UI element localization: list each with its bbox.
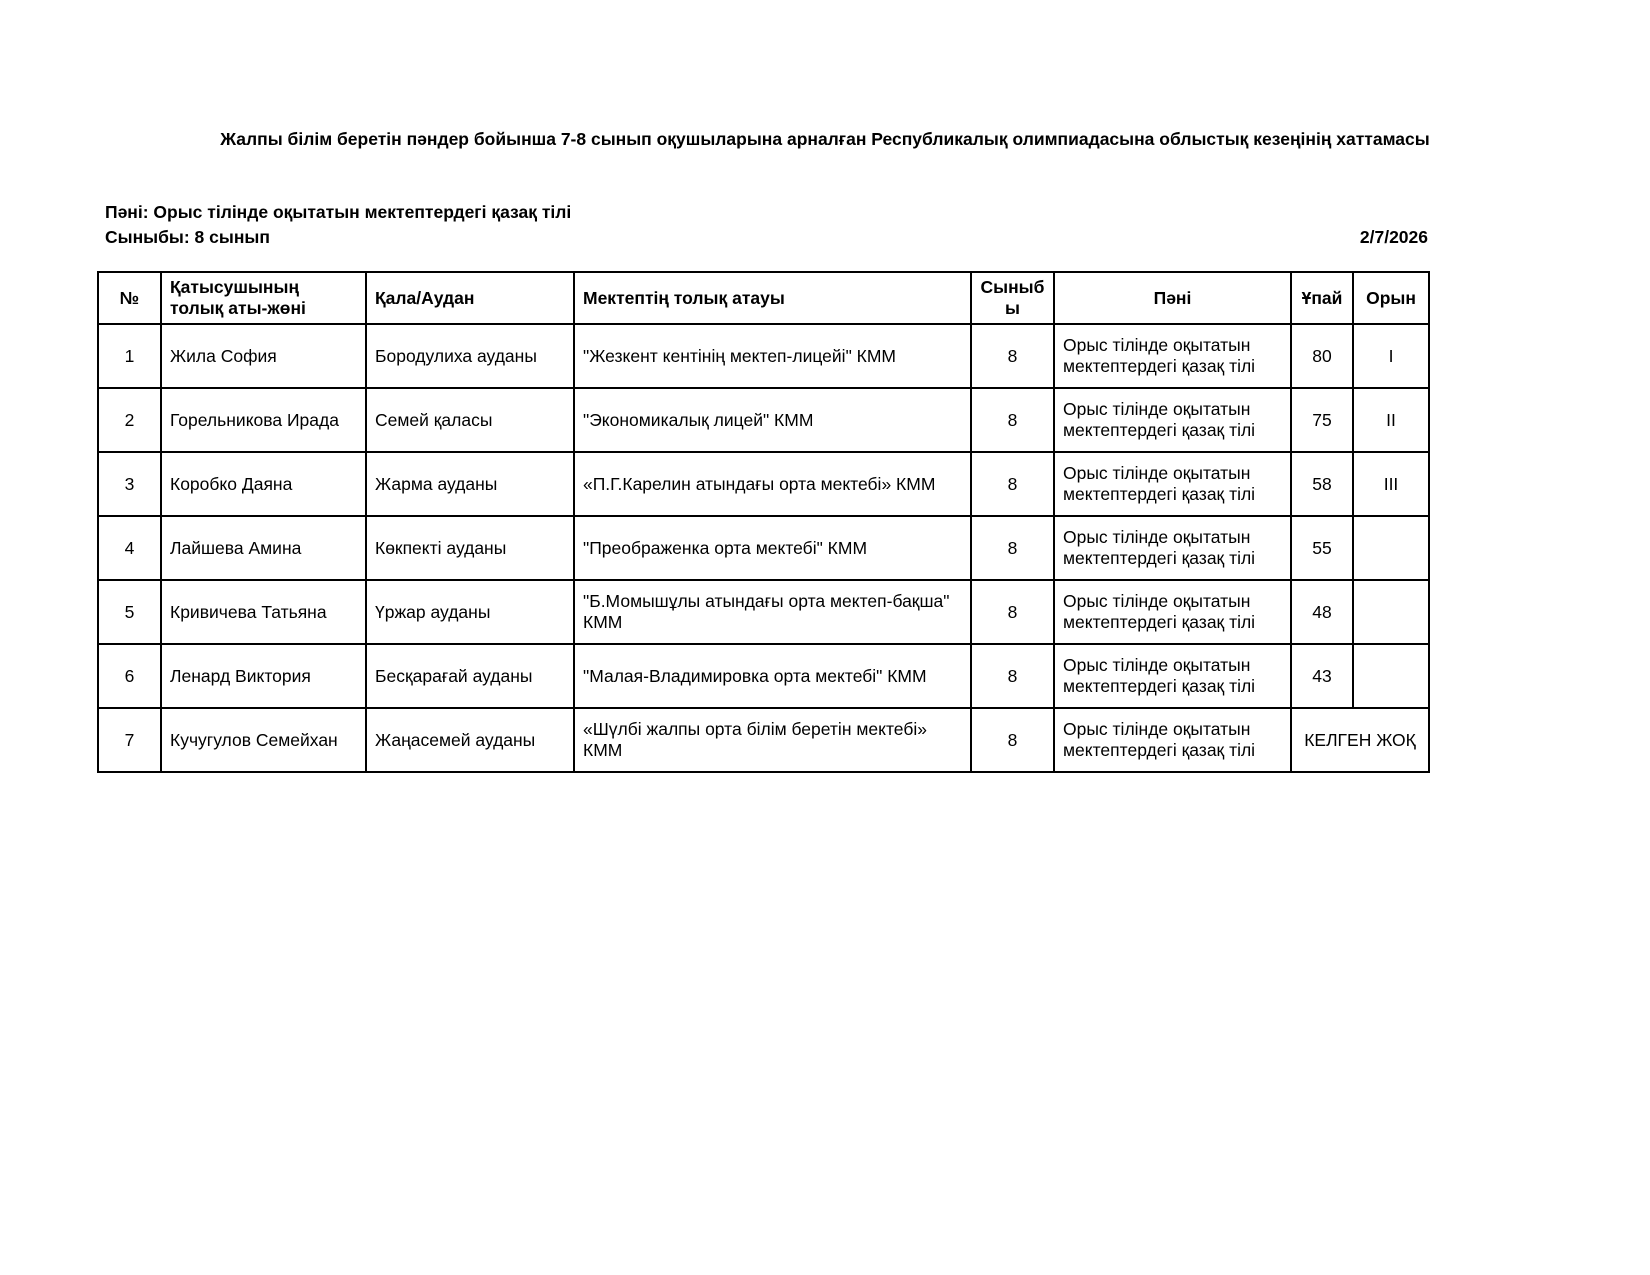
subject-line: Пәні: Орыс тілінде оқытатын мектептердегі қазақ тілі (105, 202, 572, 222)
cell-subject: Орыс тілінде оқытатын мектептердегі қазақ тілі (1054, 388, 1291, 452)
cell-no: 2 (98, 388, 161, 452)
header-place: Орын (1353, 272, 1429, 324)
cell-city-district: Көкпекті ауданы (366, 516, 574, 580)
table-row (98, 452, 1429, 516)
cell-no: 4 (98, 516, 161, 580)
table-row (98, 708, 1429, 772)
header-subject: Пәні (1054, 272, 1291, 324)
protocol-date: 2/7/2026 (1359, 227, 1428, 247)
table-row (98, 516, 1429, 580)
cell-subject: Орыс тілінде оқытатын мектептердегі қазақ тілі (1054, 644, 1291, 708)
table-row (98, 324, 1429, 388)
cell-place: II (1353, 388, 1429, 452)
cell-school-name: «Шүлбі жалпы орта білім беретін мектебі» КММ (574, 708, 971, 772)
cell-city-district: Бесқарағай ауданы (366, 644, 574, 708)
results-table (97, 271, 1430, 773)
cell-score: 58 (1291, 452, 1353, 516)
cell-grade: 8 (971, 644, 1054, 708)
header-city-district: Қала/Аудан (366, 272, 574, 324)
cell-score: 55 (1291, 516, 1353, 580)
cell-grade: 8 (971, 516, 1054, 580)
table-row (98, 388, 1429, 452)
cell-participant-name: Кучугулов Семейхан (161, 708, 366, 772)
cell-school-name: "Малая-Владимировка орта мектебі" КММ (574, 644, 971, 708)
cell-place (1353, 580, 1429, 644)
class-line: Сыныбы: 8 сынып (105, 227, 270, 247)
cell-city-district: Жаңасемей ауданы (366, 708, 574, 772)
header-grade: Сыныбы (971, 272, 1054, 324)
cell-score: 80 (1291, 324, 1353, 388)
cell-no: 5 (98, 580, 161, 644)
cell-school-name: "Б.Момышұлы атындағы орта мектеп-бақша" КММ (574, 580, 971, 644)
header-row (98, 272, 1429, 324)
cell-grade: 8 (971, 452, 1054, 516)
cell-place (1353, 644, 1429, 708)
cell-subject: Орыс тілінде оқытатын мектептердегі қазақ тілі (1054, 580, 1291, 644)
cell-grade: 8 (971, 580, 1054, 644)
table-row (98, 644, 1429, 708)
cell-subject: Орыс тілінде оқытатын мектептердегі қазақ тілі (1054, 516, 1291, 580)
cell-school-name: "Жезкент кентінің мектеп-лицейі" КММ (574, 324, 971, 388)
header-score: Ұпай (1291, 272, 1353, 324)
cell-city-district: Жарма ауданы (366, 452, 574, 516)
document-title: Жалпы білім беретін пәндер бойынша 7-8 сынып оқушыларына арналған Республикалық олимпиадасына облыстық кезеңінің хаттамасы (220, 129, 1430, 149)
cell-grade: 8 (971, 708, 1054, 772)
cell-place: III (1353, 452, 1429, 516)
cell-grade: 8 (971, 388, 1054, 452)
cell-score: КЕЛГЕН ЖОҚ (1291, 708, 1429, 772)
cell-participant-name: Лайшева Амина (161, 516, 366, 580)
cell-school-name: «П.Г.Карелин атындағы орта мектебі» КММ (574, 452, 971, 516)
cell-participant-name: Кривичева Татьяна (161, 580, 366, 644)
cell-score: 43 (1291, 644, 1353, 708)
cell-participant-name: Ленард Виктория (161, 644, 366, 708)
cell-participant-name: Коробко Даяна (161, 452, 366, 516)
cell-score: 75 (1291, 388, 1353, 452)
cell-no: 1 (98, 324, 161, 388)
cell-no: 3 (98, 452, 161, 516)
cell-no: 6 (98, 644, 161, 708)
cell-subject: Орыс тілінде оқытатын мектептердегі қазақ тілі (1054, 452, 1291, 516)
header-no: № (98, 272, 161, 324)
cell-participant-name: Горельникова Ирада (161, 388, 366, 452)
cell-participant-name: Жила София (161, 324, 366, 388)
cell-subject: Орыс тілінде оқытатын мектептердегі қазақ тілі (1054, 708, 1291, 772)
cell-no: 7 (98, 708, 161, 772)
cell-place: I (1353, 324, 1429, 388)
header-participant-name: Қатысушының толық аты-жөні (161, 272, 366, 324)
cell-school-name: "Преображенка орта мектебі" КММ (574, 516, 971, 580)
cell-grade: 8 (971, 324, 1054, 388)
cell-subject: Орыс тілінде оқытатын мектептердегі қазақ тілі (1054, 324, 1291, 388)
cell-score: 48 (1291, 580, 1353, 644)
cell-school-name: "Экономикалық лицей" КММ (574, 388, 971, 452)
cell-city-district: Бородулиха ауданы (366, 324, 574, 388)
header-school-name: Мектептің толық атауы (574, 272, 971, 324)
cell-city-district: Үржар ауданы (366, 580, 574, 644)
cell-city-district: Семей қаласы (366, 388, 574, 452)
table-row (98, 580, 1429, 644)
cell-place (1353, 516, 1429, 580)
